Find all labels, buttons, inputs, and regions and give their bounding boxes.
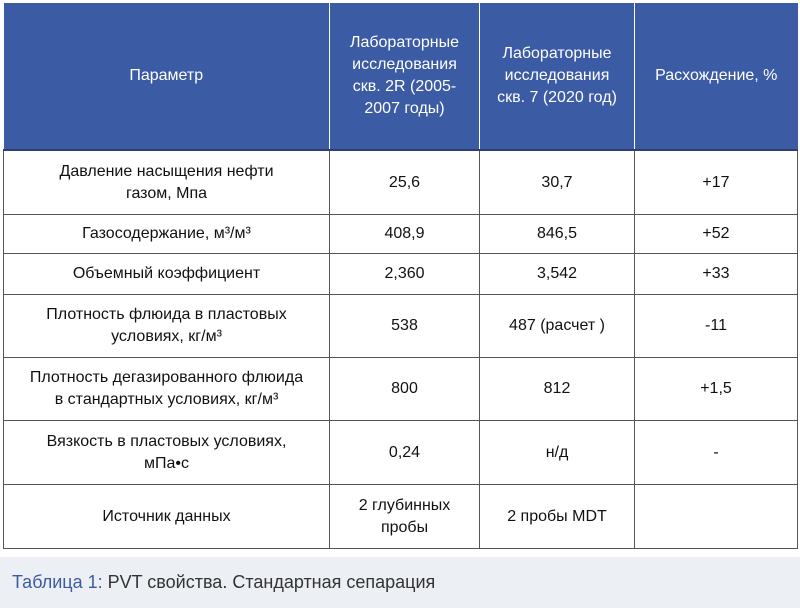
cell-parameter: Плотность дегазированного флюида в стандартных условиях, кг/м³: [4, 358, 330, 421]
cell-value-7: 812: [480, 358, 635, 421]
table-row: [4, 295, 798, 358]
cell-value-7: 487 (расчет ): [480, 295, 635, 358]
cell-discrepancy: +52: [635, 215, 798, 254]
cell-discrepancy: +17: [635, 150, 798, 215]
cell-discrepancy: -: [635, 421, 798, 485]
cell-value-2r: 2,360: [330, 254, 480, 295]
table-row: [4, 358, 798, 421]
cell-value-7: 3,542: [480, 254, 635, 295]
cell-discrepancy: [635, 485, 798, 549]
cell-parameter: Давление насыщения нефти газом, Мпа: [4, 150, 330, 215]
table-row: [4, 485, 798, 549]
cell-parameter: Вязкость в пластовых условиях, мПа•с: [4, 421, 330, 485]
cell-parameter: Газосодержание, м³/м³: [4, 215, 330, 254]
table-row: [4, 254, 798, 295]
table-header-row: [4, 3, 798, 150]
table-row: [4, 150, 798, 215]
cell-value-2r: 538: [330, 295, 480, 358]
caption-text: PVT свойства. Стандартная сепарация: [102, 572, 436, 592]
cell-value-7: 2 пробы MDT: [480, 485, 635, 549]
header-discrepancy: Расхождение, %: [635, 3, 798, 150]
cell-value-7: н/д: [480, 421, 635, 485]
pvt-properties-table: [3, 3, 798, 549]
header-parameter: Параметр: [4, 3, 330, 150]
cell-value-2r: 800: [330, 358, 480, 421]
pvt-table-container: [3, 3, 797, 549]
cell-value-7: 846,5: [480, 215, 635, 254]
table-row: [4, 421, 798, 485]
caption-label: Таблица 1:: [12, 572, 103, 592]
table-row: [4, 215, 798, 254]
cell-discrepancy: +33: [635, 254, 798, 295]
header-lab-2r: Лабораторные исследования скв. 2R (2005- 2007 годы): [330, 3, 480, 150]
cell-discrepancy: -11: [635, 295, 798, 358]
cell-value-2r: 2 глубинных пробы: [330, 485, 480, 549]
cell-value-2r: 0,24: [330, 421, 480, 485]
cell-parameter: Объемный коэффициент: [4, 254, 330, 295]
cell-value-7: 30,7: [480, 150, 635, 215]
cell-value-2r: 25,6: [330, 150, 480, 215]
cell-discrepancy: +1,5: [635, 358, 798, 421]
cell-parameter: Плотность флюида в пластовых условиях, кг/м³: [4, 295, 330, 358]
header-lab-7: Лабораторные исследования скв. 7 (2020 год): [480, 3, 635, 150]
table-caption: [0, 557, 800, 608]
cell-value-2r: 408,9: [330, 215, 480, 254]
cell-parameter: Источник данных: [4, 485, 330, 549]
